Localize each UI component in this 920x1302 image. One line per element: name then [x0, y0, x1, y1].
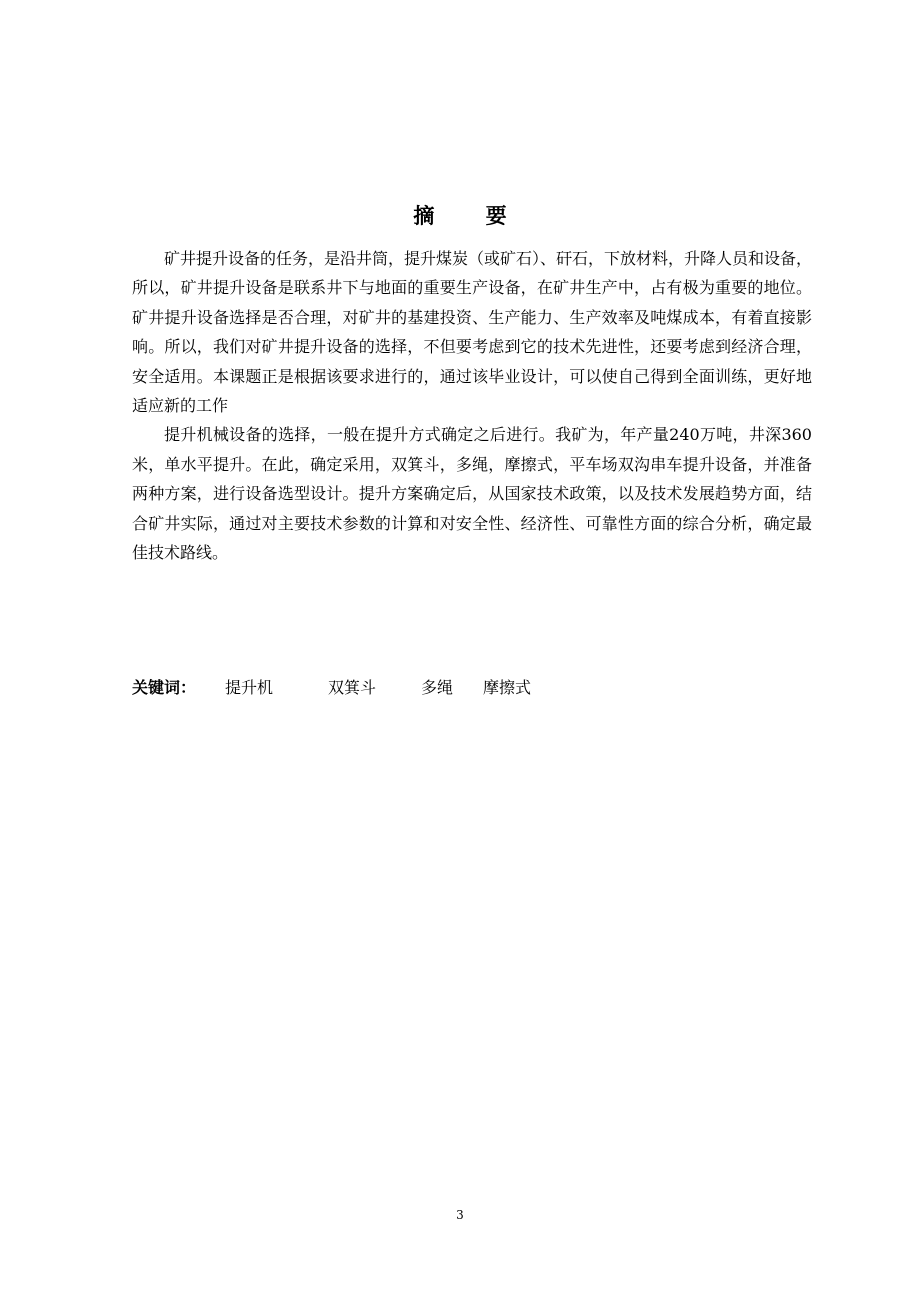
abstract-body	[132, 244, 812, 567]
keyword-1: 提升机	[225, 678, 274, 697]
keyword-4: 摩擦式	[483, 678, 532, 697]
abstract-paragraph-1: 矿井提升设备的任务，是沿井筒，提升煤炭（或矿石）、矸石，下放材料，升降人员和设备，所以，矿井提升设备是联系井下与地面的重要生产设备，在矿井生产中，占有极为重要的地位。矿井提升设备选择是否合理，对矿井的基建投资、生产能力、生产效率及吨煤成本，有着直接影响。所以，我们对矿井提升设备的选择，不但要考虑到它的技术先进性，还要考虑到经济合理，安全适用。本课题正是根据该要求进行的，通过该毕业设计，可以使自己得到全面训练，更好地适应新的工作	[132, 249, 813, 416]
keyword-3: 多绳	[421, 678, 454, 697]
keywords-label: 关键词：	[132, 678, 197, 697]
page-title: 摘 要	[413, 204, 529, 228]
page-number: 3	[456, 1208, 464, 1222]
abstract-paragraph-2: 提升机械设备的选择，一般在提升方式确定之后进行。我矿为，年产量240万吨，井深360米，单水平提升。在此，确定采用，双箕斗，多绳，摩擦式，平车场双沟串车提升设备，并准备两种方案，进行设备选型设计。提升方案确定后，从国家技术政策，以及技术发展趋势方面，结合矿井实际，通过对主要技术参数的计算和对安全性、经济性、可靠性方面的综合分析，确定最佳技术路线。	[132, 425, 812, 563]
keywords-line	[132, 676, 531, 700]
keyword-2: 双箕斗	[328, 678, 377, 697]
